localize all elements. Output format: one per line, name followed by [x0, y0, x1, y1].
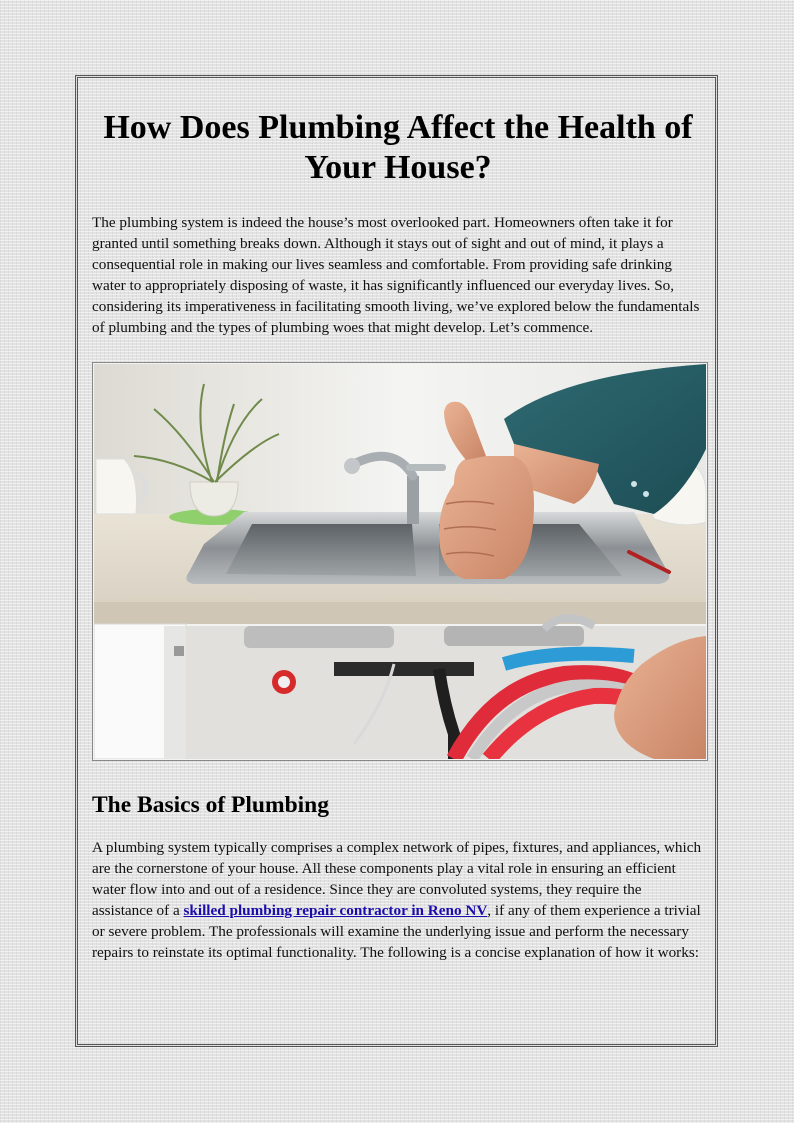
- basics-text-before-link: A plumbing system typically comprises a complex network of pipes, fixtures, and appliances, which are the cornerstone of your house. All these components play a vital role in ensuring an efficient water flow into and out of a residence. Since they are convoluted systems, they require the assistance of a: [92, 839, 702, 919]
- page-title: How Does Plumbing Affect the Health of Your House?: [103, 109, 693, 186]
- basics-paragraph: [92, 837, 704, 963]
- basics-text-after-link: , if any of them experience a trivial or severe problem. The professionals will examine the underlying issue and perform the necessary repairs to reinstate its optimal functionality. The following is a concise explanation of how it works:: [92, 902, 701, 961]
- section-heading-basics: The Basics of Plumbing: [92, 792, 329, 818]
- article-content: [92, 108, 704, 963]
- intro-paragraph: The plumbing system is indeed the house’s most overlooked part. Homeowners often take it for granted until something breaks down. Although it stays out of sight and out of mind, it plays a consequential role in making our lives seamless and comfortable. From providing safe drinking water to appropriately disposing of waste, it has significantly influenced our everyday lives. So, considering its imperativeness in facilitating smooth living, we’ve explored below the fundamentals of plumbing and the types of plumbing woes that might develop. Let’s commence.: [92, 214, 700, 336]
- plumbing-photo: [92, 362, 708, 761]
- plumbing-contractor-link[interactable]: skilled plumbing repair contractor in Reno NV: [183, 902, 488, 919]
- article-frame: [75, 75, 718, 1047]
